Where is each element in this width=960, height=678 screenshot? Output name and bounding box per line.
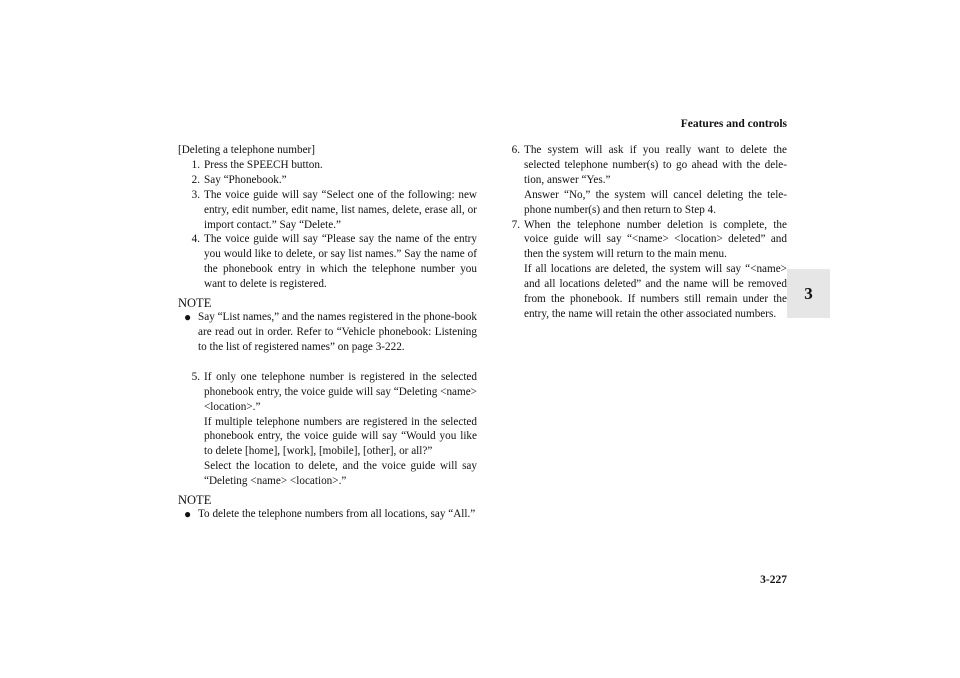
note-text: Say “List names,” and the names registered in the phone-book are read out in order. Refer to “Vehicle phonebook: Listening to the list of registered names” on page 3-222. (198, 311, 477, 353)
step-text: If multiple telephone numbers are registered in the selected phonebook entry, the voice guide will say “Would you like to delete [home], [work], [mobile], [other], or all?” (204, 415, 477, 458)
chapter-tab: 3 (787, 269, 830, 318)
step-text: If only one telephone number is registered in the selected phonebook entry, the voice guide will say “Deleting <name> <location>.” (204, 370, 477, 413)
step-text: The system will ask if you really want to delete the selected telephone number(s) to go ahead with the dele-tion, answer “Yes.” (524, 144, 787, 186)
step-number: 5. (191, 370, 200, 383)
note-item (184, 310, 477, 355)
step-2 (178, 173, 477, 188)
step-1 (178, 158, 477, 173)
note-item (184, 507, 477, 522)
right-column (509, 143, 787, 322)
step-5 (178, 370, 477, 489)
step-text: Answer “No,” the system will cancel deleting the tele-phone number(s) and then return to Step 4. (524, 188, 787, 216)
step-number: 3. (191, 188, 200, 201)
bullet-icon: ● (184, 310, 192, 325)
step-number: 7. (511, 218, 520, 231)
step-6 (509, 143, 787, 218)
note-label: NOTE (178, 493, 212, 508)
step-text: Say “Phonebook.” (204, 173, 287, 186)
note-text: To delete the telephone numbers from all locations, say “All.” (198, 508, 476, 521)
note-label: NOTE (178, 296, 212, 311)
step-3 (178, 188, 477, 233)
step-text: The voice guide will say “Select one of the following: new entry, edit number, edit name, list names, delete, erase all, or import contact.” Say “Delete.” (204, 188, 477, 231)
step-text: When the telephone number deletion is complete, the voice guide will say “<name> <location> deleted” and then the system will return to the main menu. (524, 218, 787, 261)
step-text: The voice guide will say “Please say the name of the entry you would like to delete, or say list names.” Say the name of the phonebook entry in which the telephone number you want to delete is registered. (204, 233, 477, 291)
left-column (178, 143, 477, 522)
step-7 (509, 218, 787, 322)
page-number: 3-227 (760, 574, 787, 586)
page-header-title: Features and controls (680, 118, 787, 130)
step-text: If all locations are deleted, the system will say “<name> and all locations deleted” and the name will be removed from the phonebook. If numbers still remain under the entry, the name will retain the other associated numbers. (524, 263, 787, 320)
section-title: [Deleting a telephone number] (178, 144, 315, 156)
step-number: 4. (191, 233, 200, 246)
step-text: Press the SPEECH button. (204, 158, 323, 171)
step-number: 1. (191, 158, 200, 171)
step-4 (178, 232, 477, 292)
step-number: 6. (511, 144, 520, 156)
step-number: 2. (191, 173, 200, 186)
bullet-icon: ● (184, 507, 192, 522)
step-text: Select the location to delete, and the voice guide will say “Deleting <name> <location>.” (204, 460, 477, 488)
